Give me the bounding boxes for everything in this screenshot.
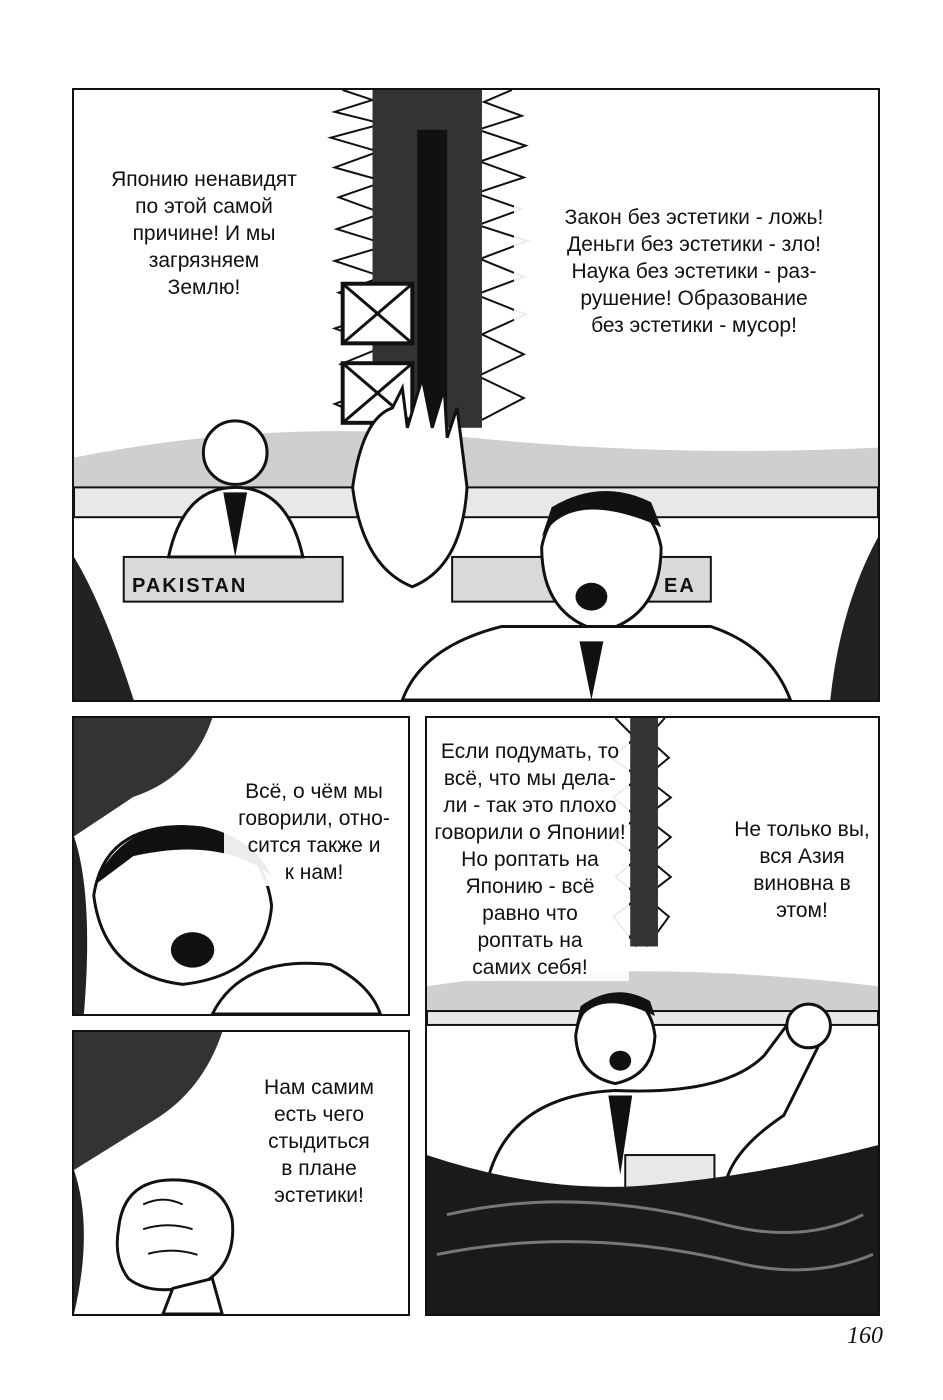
panel-3-speech-side: Не только вы, вся Азия виновна в этом! xyxy=(727,816,877,924)
panel-2 xyxy=(72,716,410,1016)
page-number: 160 xyxy=(847,1323,883,1349)
panel-4 xyxy=(72,1030,410,1316)
panel-3-speech-main: Если подумать, то всё, что мы дела- ли - так это плохо говорили о Японии! Но роптать на Японию - всё равно что роптать на самих себя! xyxy=(431,738,629,981)
panel-1-speech-right: Закон без эстетики - ложь! Деньги без эстетики - зло! Наука без эстетики - раз- рушение! Образование без эстетики - мусор! xyxy=(514,204,874,339)
panel-4-speech: Нам самим есть чего стыдиться в плане эстетики! xyxy=(234,1074,404,1209)
panel-3 xyxy=(425,716,880,1316)
sign-korea: EA xyxy=(664,575,696,597)
panel-2-speech: Всё, о чём мы говорили, отно- сится также и к нам! xyxy=(224,778,404,886)
sign-pakistan: PAKISTAN xyxy=(132,575,248,597)
panel-1 xyxy=(72,88,880,702)
panel-1-speech-left: Японию ненавидят по этой самой причине! И мы загрязняем Землю! xyxy=(84,166,324,301)
